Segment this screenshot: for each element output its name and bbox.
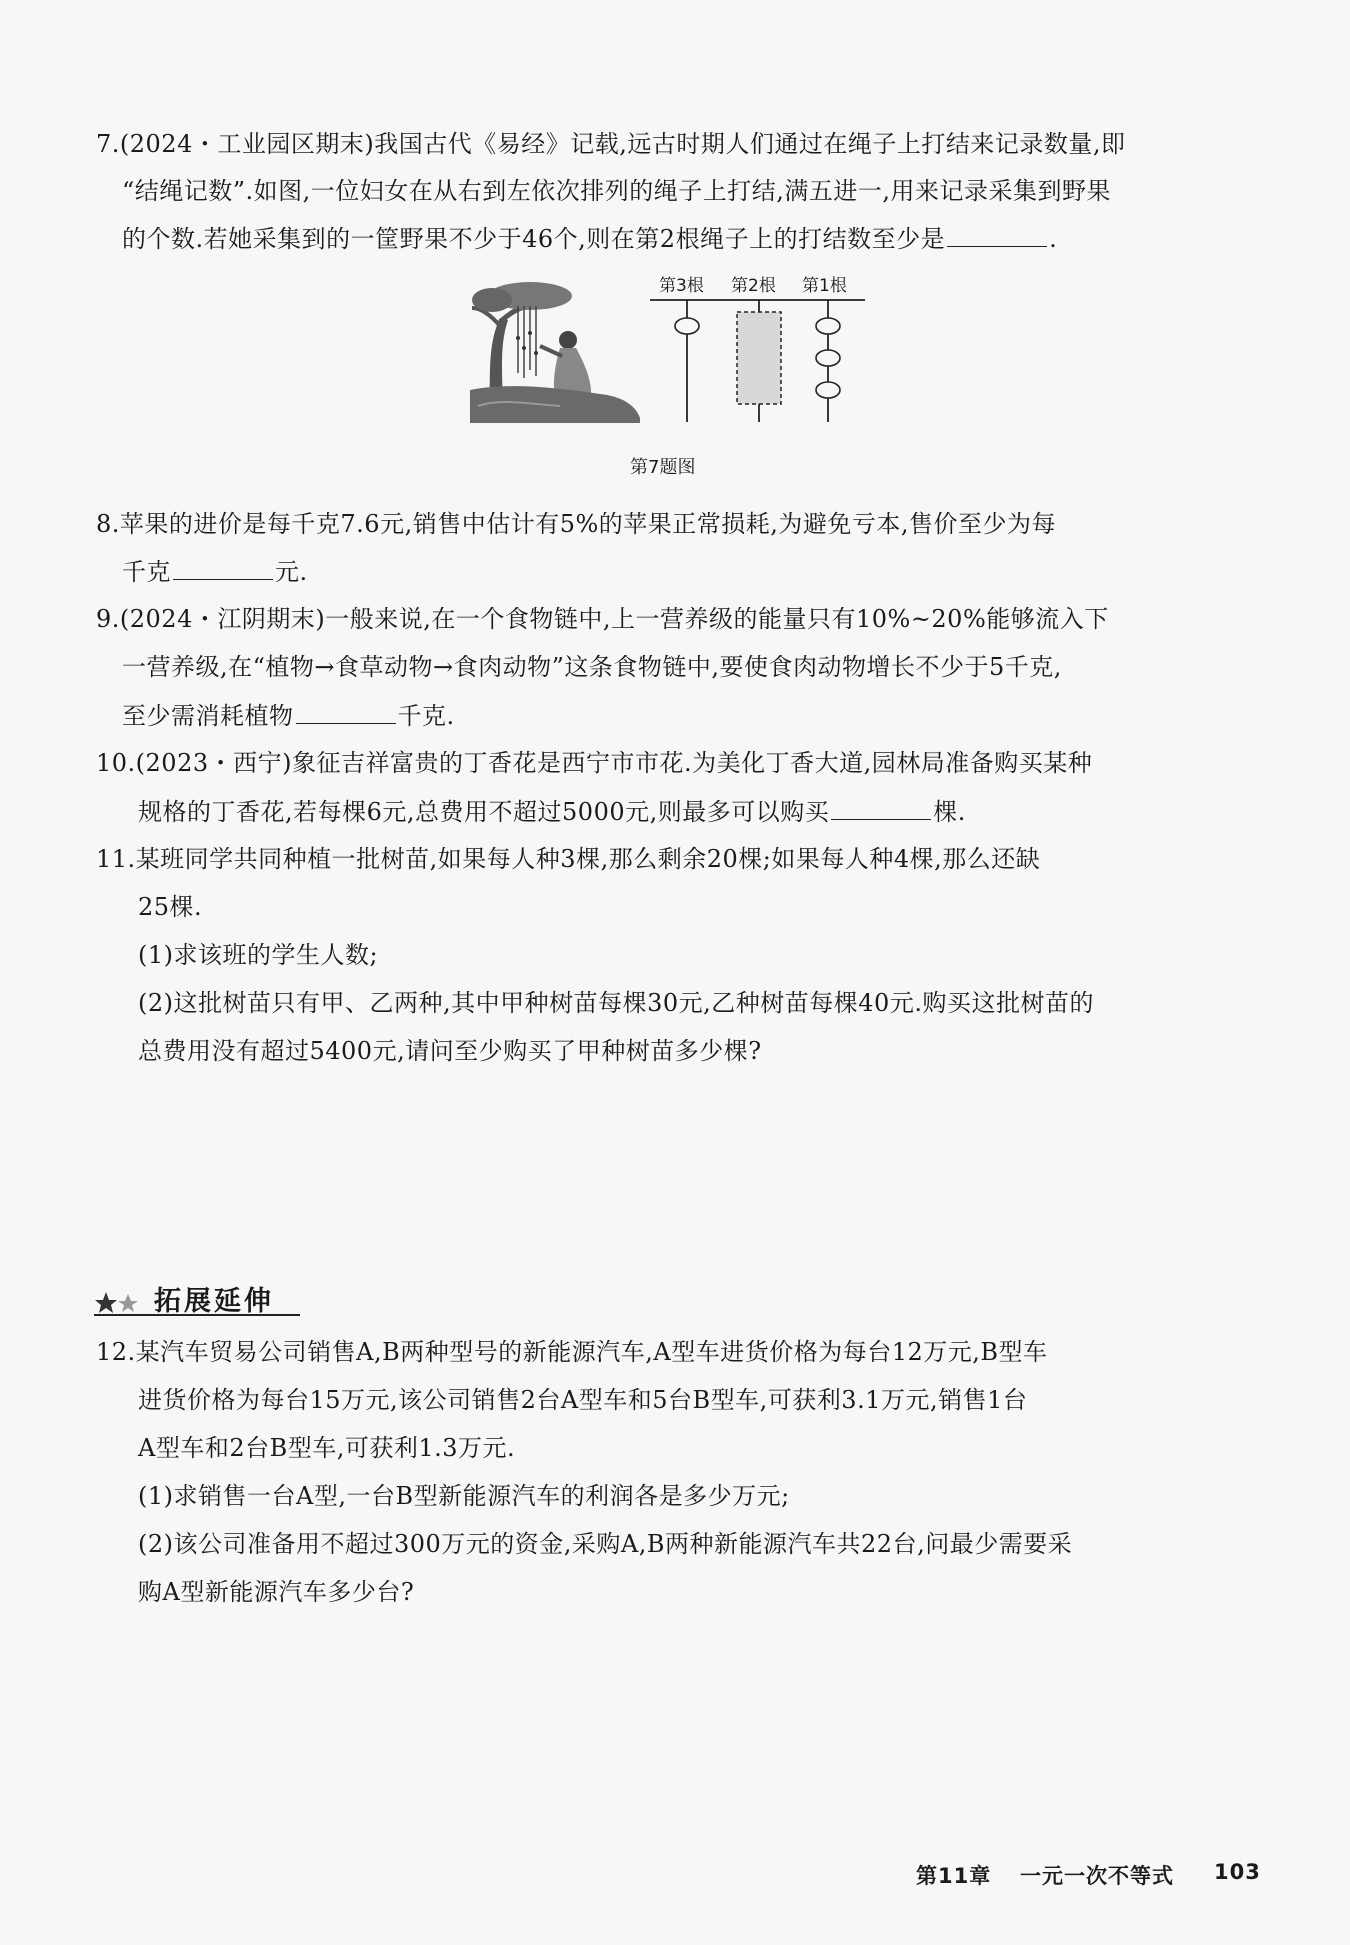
footer-chapter-title: 一元一次不等式 (1020, 1864, 1174, 1888)
stars-icon (94, 1288, 156, 1316)
q9-line-3-pre: 至少需消耗植物 (122, 702, 294, 730)
q7-line-1: 7.(2024・工业园区期末)我国古代《易经》记载,远古时期人们通过在绳子上打结来记录数量,即 (96, 130, 1126, 158)
rope-1-knot-1 (816, 318, 840, 334)
q11-line-5: 总费用没有超过5400元,请问至少购买了甲种树苗多少棵? (138, 1037, 762, 1065)
q9-answer-blank[interactable] (296, 699, 396, 724)
q11-line-4: (2)这批树苗只有甲、乙两种,其中甲种树苗每棵30元,乙种树苗每棵40元.购买这批树苗的 (138, 989, 1094, 1017)
q7-answer-blank[interactable] (947, 222, 1047, 247)
q9-line-3 (122, 699, 455, 732)
q10-line-2 (138, 795, 966, 828)
q7-figure-caption: 第7题图 (630, 457, 696, 478)
q9-line-2: 一营养级,在“植物→食草动物→食肉动物”这条食物链中,要使食肉动物增长不少于5千克, (122, 653, 1062, 681)
q12-line-2: 进货价格为每台15万元,该公司销售2台A型车和5台B型车,可获利3.1万元,销售1台 (138, 1386, 1028, 1414)
q8-line-2-pre: 千克 (122, 558, 171, 586)
footer-chapter: 第11章 (916, 1864, 992, 1888)
knot-rope-diagram (645, 296, 875, 426)
rope-3-knot (675, 318, 699, 334)
rope-label-3: 第3根 (659, 276, 704, 296)
q7-line-3-end: . (1049, 225, 1058, 253)
q7-line-2: “结绳记数”.如图,一位妇女在从右到左依次排列的绳子上打结,满五进一,用来记录采集到野果 (122, 177, 1112, 205)
rope-label-2: 第2根 (731, 276, 776, 296)
rope-1-knot-2 (816, 350, 840, 366)
q9-line-1: 9.(2024・江阴期末)一般来说,在一个食物链中,上一营养级的能量只有10%~20%能够流入下 (96, 605, 1109, 633)
rope-label-1: 第1根 (802, 276, 847, 296)
page-number: 103 (1214, 1860, 1261, 1884)
q11-line-2: 25棵. (138, 893, 203, 921)
q12-line-5: (2)该公司准备用不超过300万元的资金,采购A,B两种新能源汽车共22台,问最少需要采 (138, 1530, 1073, 1558)
q10-line-2-post: 棵. (933, 798, 966, 826)
q12-line-3: A型车和2台B型车,可获利1.3万元. (138, 1434, 516, 1462)
section-title: 拓展延伸 (154, 1286, 274, 1317)
q8-line-1: 8.苹果的进价是每千克7.6元,销售中估计有5%的苹果正常损耗,为避免亏本,售价至少为每 (96, 510, 1057, 538)
q10-answer-blank[interactable] (831, 795, 931, 820)
q8-line-2 (122, 555, 308, 588)
q7-line-3-text: 的个数.若她采集到的一筐野果不少于46个,则在第2根绳子上的打结数至少是 (122, 225, 946, 253)
rope-1-knot-3 (816, 382, 840, 398)
q9-line-3-post: 千克. (397, 702, 455, 730)
q10-line-1: 10.(2023・西宁)象征吉祥富贵的丁香花是西宁市市花.为美化丁香大道,园林局准备购买某种 (96, 749, 1093, 777)
q8-line-2-post: 元. (275, 558, 308, 586)
q8-answer-blank[interactable] (173, 555, 273, 580)
section-underline (150, 1312, 302, 1318)
q11-line-1: 11.某班同学共同种植一批树苗,如果每人种3棵,那么剩余20棵;如果每人种4棵,那么还缺 (96, 845, 1041, 873)
woman-tying-knots-illustration (470, 278, 640, 423)
q7-line-3 (122, 222, 1057, 255)
q11-line-3: (1)求该班的学生人数; (138, 941, 379, 969)
q12-line-4: (1)求销售一台A型,一台B型新能源汽车的利润各是多少万元; (138, 1482, 790, 1510)
rope-2-hidden-box (737, 312, 781, 404)
q12-line-6: 购A型新能源汽车多少台? (138, 1578, 415, 1606)
q10-line-2-pre: 规格的丁香花,若每棵6元,总费用不超过5000元,则最多可以购买 (138, 798, 830, 826)
q12-line-1: 12.某汽车贸易公司销售A,B两种型号的新能源汽车,A型车进货价格为每台12万元,B型车 (96, 1338, 1048, 1366)
